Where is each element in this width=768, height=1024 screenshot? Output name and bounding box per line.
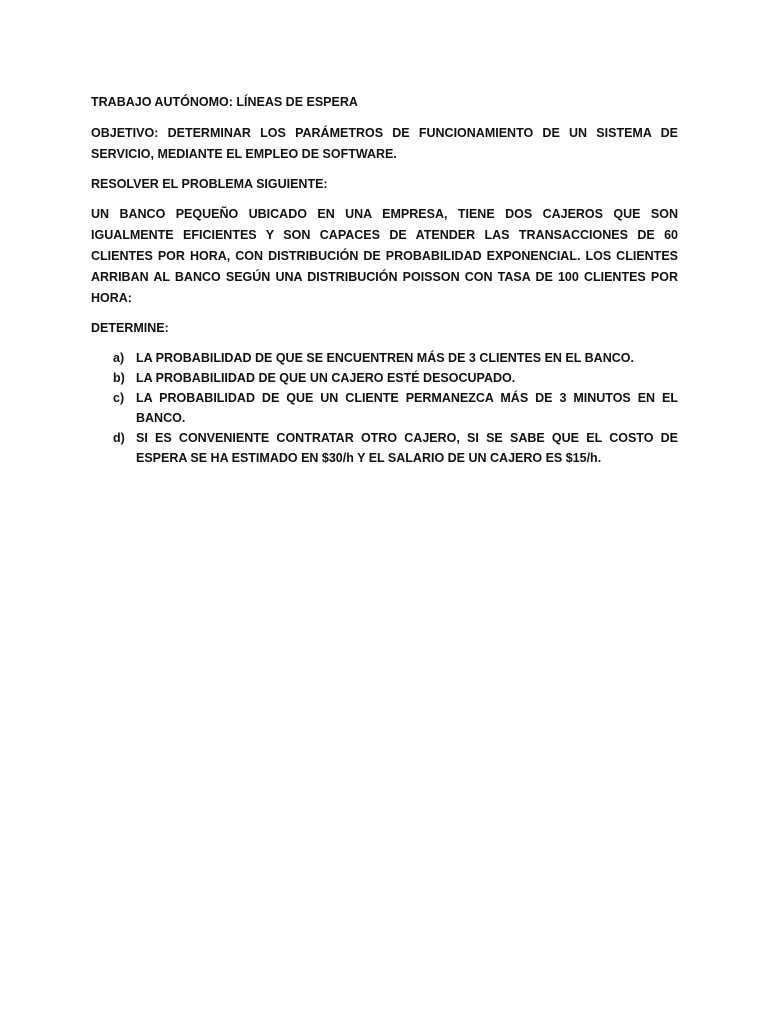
question-marker: b) [113,371,125,385]
question-text: LA PROBABILIDAD DE QUE SE ENCUENTREN MÁS DE 3 CLIENTES EN EL BANCO. [136,351,634,365]
question-item [91,348,678,368]
question-text: SI ES CONVENIENTE CONTRATAR OTRO CAJERO, SI SE SABE QUE EL COSTO DE ESPERA SE HA ESTIMADO EN $30/h Y EL SALARIO DE UN CAJERO ES $15/h. [136,431,678,465]
questions-list [91,348,678,468]
question-item [91,388,678,428]
question-item [91,368,678,388]
objective-paragraph: OBJETIVO: DETERMINAR LOS PARÁMETROS DE FUNCIONAMIENTO DE UN SISTEMA DE SERVICIO, MEDIANTE EL EMPLEO DE SOFTWARE. [91,126,678,161]
question-marker: d) [113,431,125,445]
document-title: TRABAJO AUTÓNOMO: LÍNEAS DE ESPERA [91,95,358,109]
instruction-paragraph: RESOLVER EL PROBLEMA SIGUIENTE: [91,177,328,191]
document-body [91,92,678,468]
problem-paragraph: UN BANCO PEQUEÑO UBICADO EN UNA EMPRESA, TIENE DOS CAJEROS QUE SON IGUALMENTE EFICIENTES Y SON CAPACES DE ATENDER LAS TRANSACCIONES DE 60 CLIENTES POR HORA, CON DISTRIBUCIÓN DE PROBABILIDAD EXPONENCIAL. LOS CLIENTES ARRIBAN AL BANCO SEGÚN UNA DISTRIBUCIÓN POISSON CON TASA DE 100 CLIENTES POR HORA: [91,207,678,305]
question-text: LA PROBABILIDAD DE QUE UN CLIENTE PERMANEZCA MÁS DE 3 MINUTOS EN EL BANCO. [136,391,678,425]
question-marker: c) [113,391,125,405]
determine-label: DETERMINE: [91,321,169,335]
question-item [91,428,678,468]
question-text: LA PROBABILIIDAD DE QUE UN CAJERO ESTÉ DESOCUPADO. [136,371,516,385]
question-marker: a) [113,351,125,365]
